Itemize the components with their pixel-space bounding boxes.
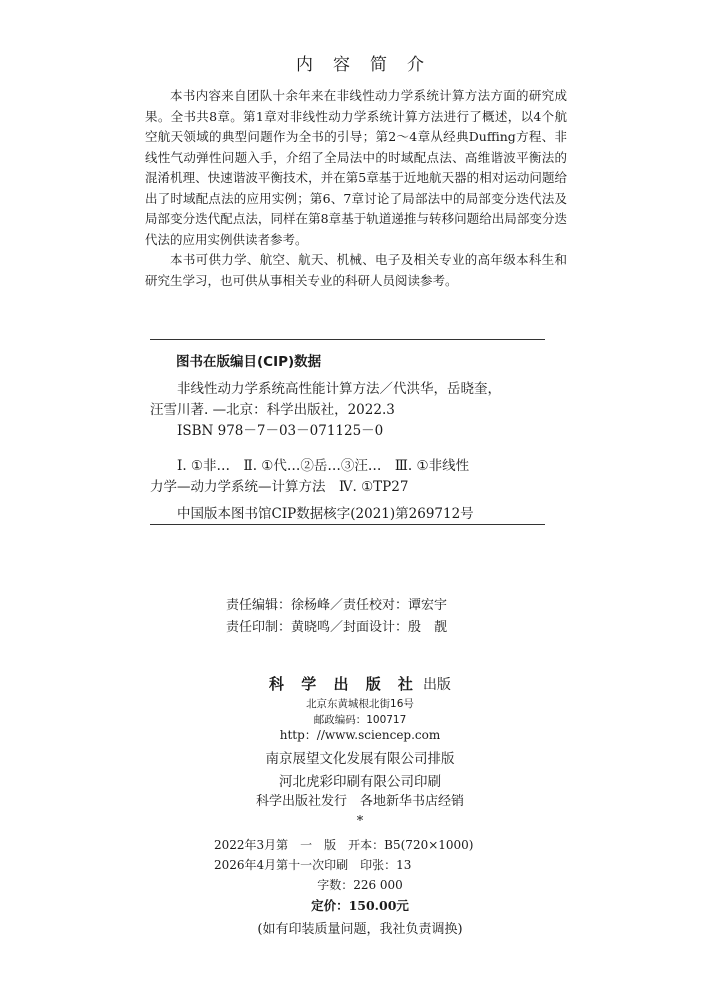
staff-editors: 责任编辑：徐杨峰／责任校对：谭宏宇 [226,598,448,613]
cip-isbn: ISBN 978－7－03－071125－0 [177,423,384,439]
publisher-postcode: 邮政编码：100717 [313,714,407,726]
printing-line: 2026年4月第十一次印刷 印张：13 [214,858,412,872]
publisher-suffix: 出版 [422,677,451,693]
publisher-logo [0,673,720,694]
cip-title-line: 汪雪川著. —北京：科学出版社，2022.3 [150,402,395,418]
cip-record: 中国版本图书馆CIP数据核字(2021)第269712号 [177,506,474,522]
publisher-address: 北京东黄城根北街16号 [306,698,414,710]
cip-classification: Ⅰ. ①非… Ⅱ. ①代…②岳…③汪… Ⅲ. ①非线性 [177,458,470,474]
cip-title-line: 非线性动力学系统高性能计算方法／代洪华，岳晓奎， [177,381,501,397]
price: 定价：150.00元 [311,898,409,913]
cip-block [150,379,545,525]
typesetter: 南京展望文化发展有限公司排版 [265,751,455,767]
publisher-name: 科 学 出 版 社 [269,675,419,693]
word-count: 字数：226 000 [317,878,403,892]
edition-line: 2022年3月第 一 版 开本：B5(720×1000) [214,838,474,852]
distribution: 科学出版社发行 各地新华书店经销 [255,794,464,809]
cip-classification: 力学—动力学系统—计算方法 Ⅳ. ①TP27 [150,479,409,495]
cip-top-divider [150,339,545,340]
intro-paragraph: 本书可供力学、航空、航天、机械、电子及相关专业的高年级本科生和研究生学习，也可供从事相关专业的科研人员阅读参考。 [145,252,567,288]
printer: 河北虎彩印刷有限公司印刷 [279,774,441,790]
intro-section [145,86,567,291]
publisher-website: http：//www.sciencep.com [279,728,441,742]
cip-bottom-divider [150,524,545,525]
page-title: 内容简介 [296,55,444,75]
separator-star: * [356,814,364,829]
staff-production: 责任印制：黄晓鸣／封面设计：殷 靓 [226,620,448,635]
quality-note: (如有印装质量问题，我社负责调换) [257,922,463,937]
intro-paragraph: 本书内容来自团队十余年来在非线性动力学系统计算方法方面的研究成果。全书共8章。第1章对非线性动力学系统计算方法进行了概述，以4个航空航天领域的典型问题作为全书的引导；第2～4章从经典Duffing方程、非线性气动弹性问题入手，介绍了全局法中的时域配点法、高维谐波平衡法的混淆机理、快速谐波平衡技术，并在第5章基于近地航天器的相对运动问题给出了时域配点法的应用实例；第6、7章讨论了局部法中的局部变分迭代法及局部变分迭代配点法，同样在第8章基于轨道递推与转移问题给出局部变分迭代法的应用实例供读者参考。 [145,88,567,247]
cip-heading: 图书在版编目(CIP)数据 [176,354,322,370]
staff-credits [226,595,447,639]
